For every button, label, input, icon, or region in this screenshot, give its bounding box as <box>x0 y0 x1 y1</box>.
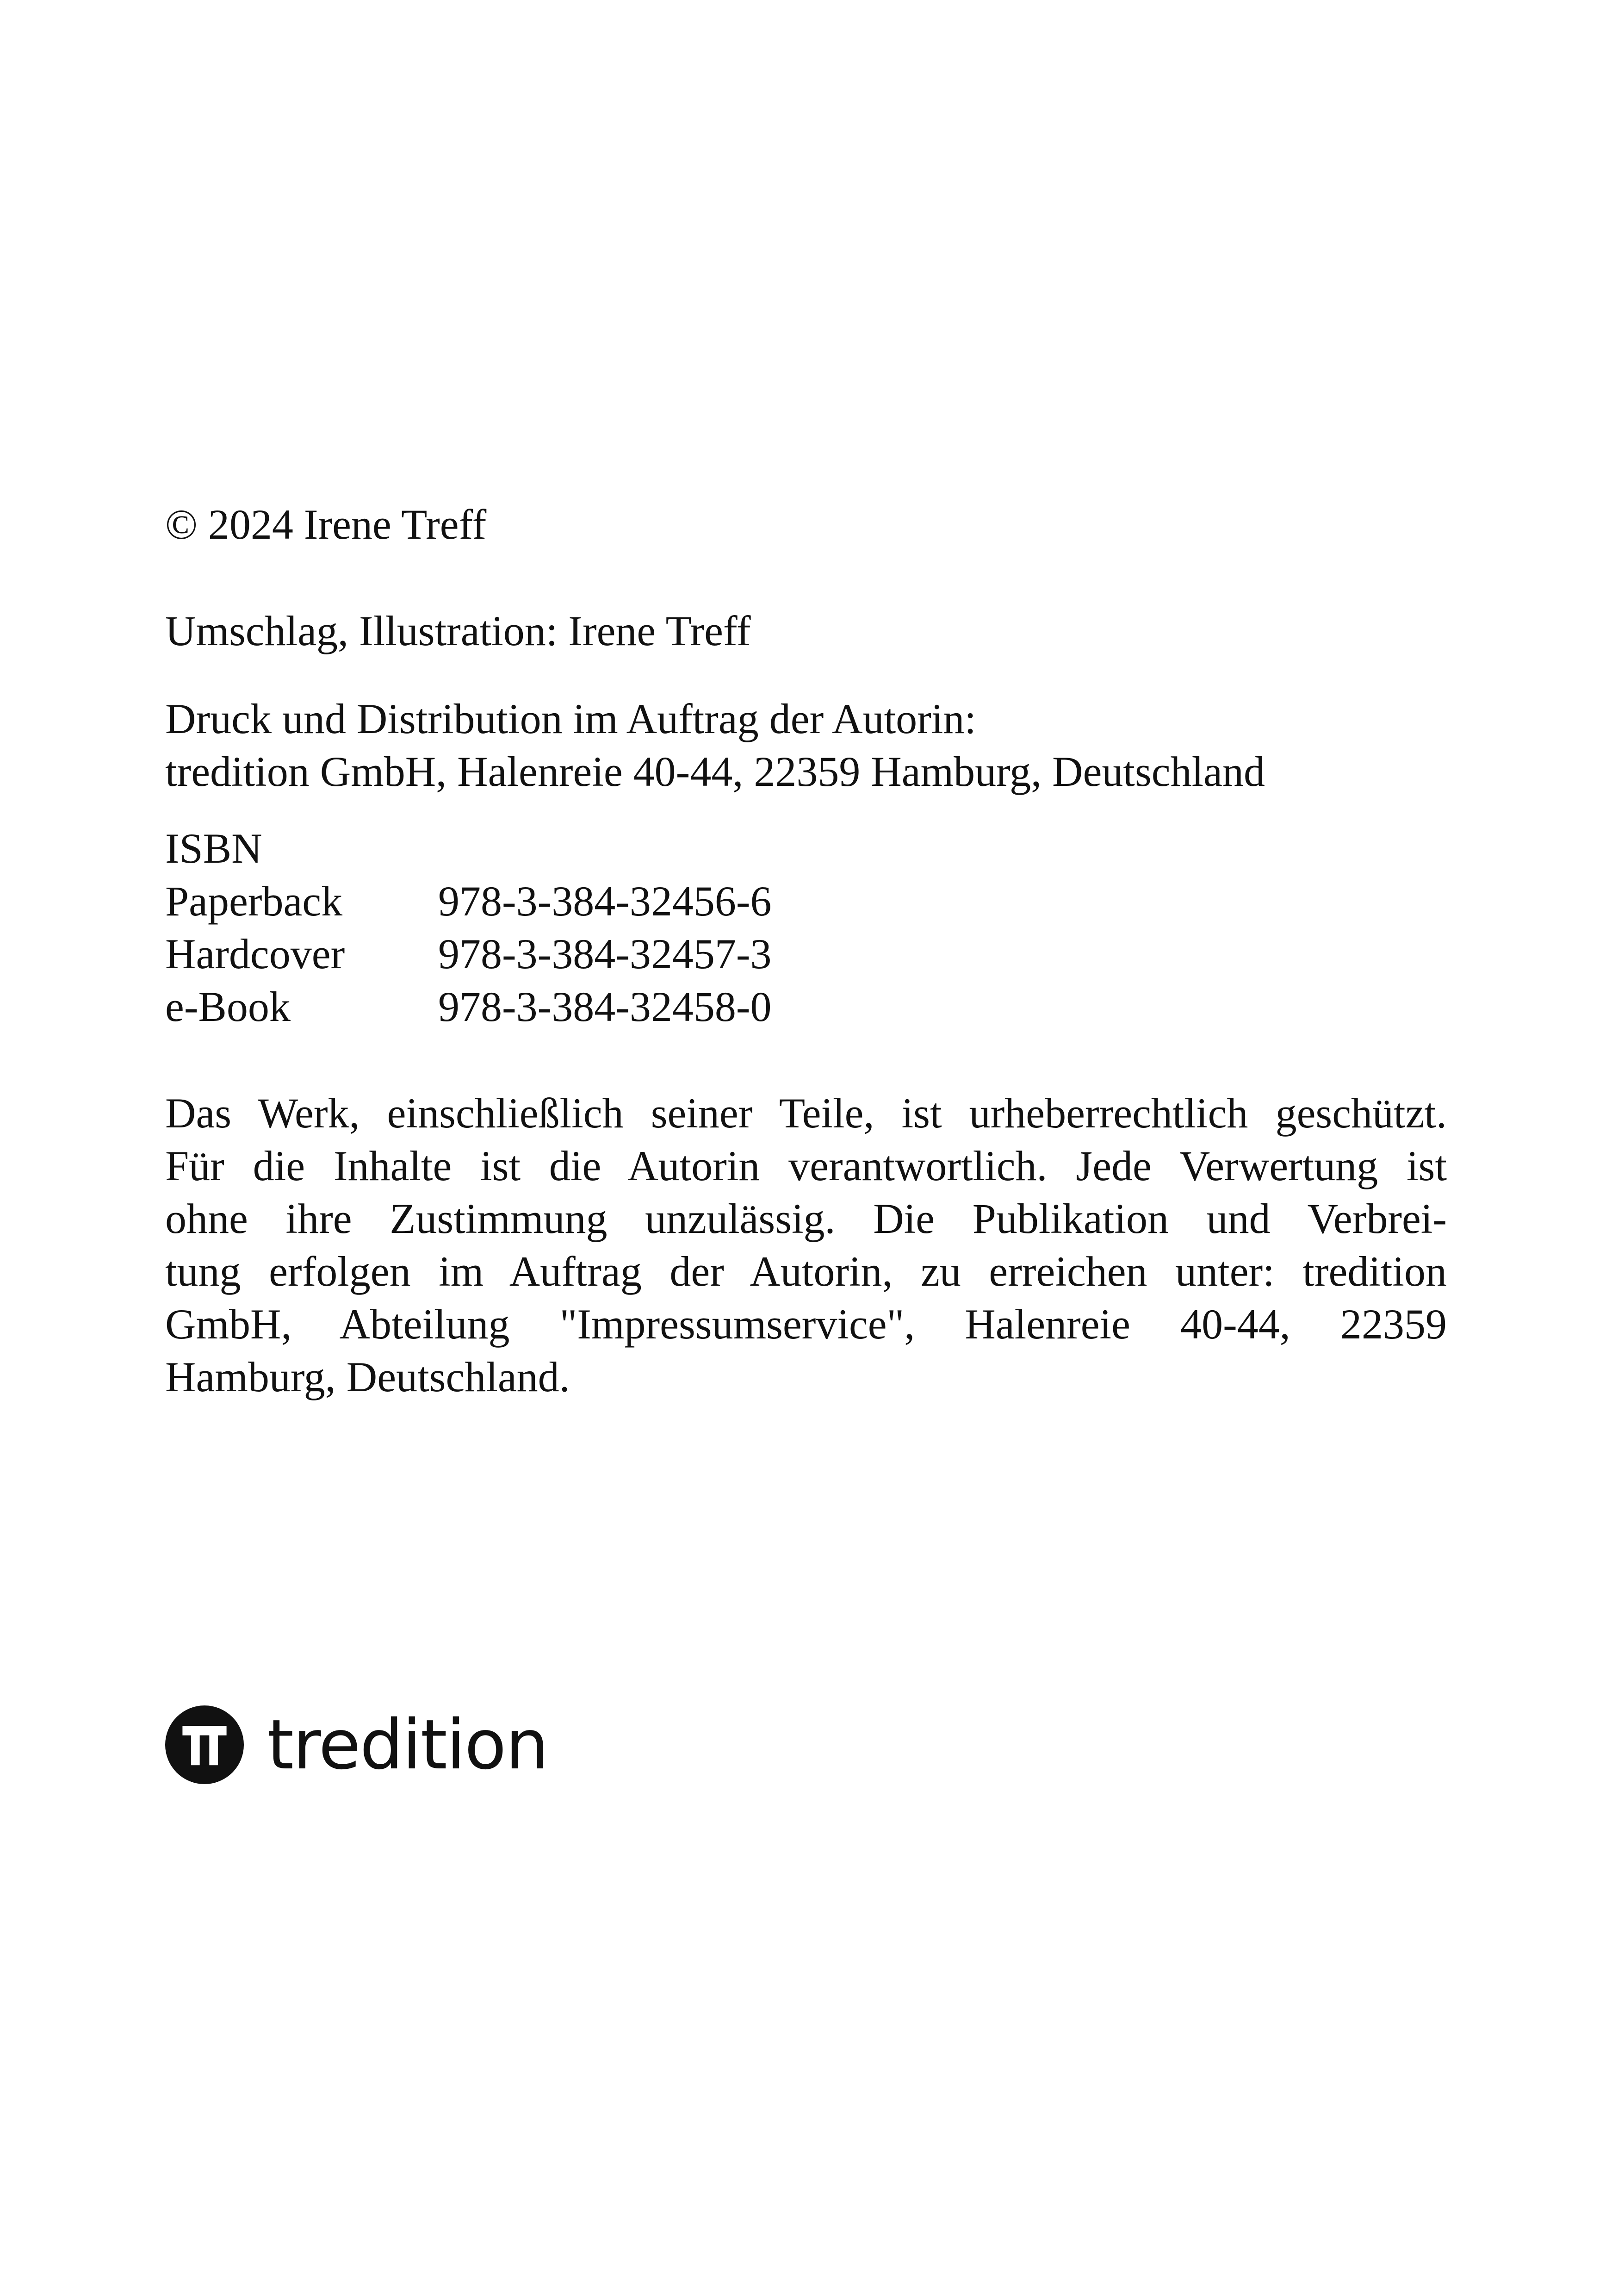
isbn-heading: ISBN <box>165 825 262 872</box>
isbn-number: 978-3-384-32458-0 <box>438 983 772 1030</box>
isbn-row-hardcover <box>165 927 772 980</box>
legal-line: Hamburg, Deutschland. <box>165 1353 570 1400</box>
legal-line: tung erfolgen im Auftrag der Autorin, zu erreichen unter: tredition <box>165 1248 1447 1295</box>
tredition-logo-icon <box>165 1705 244 1784</box>
legal-line: Das Werk, einschließlich seiner Teile, ist urheberrechtlich geschützt. <box>165 1089 1447 1137</box>
isbn-number: 978-3-384-32456-6 <box>438 877 772 925</box>
isbn-number: 978-3-384-32457-3 <box>438 930 772 977</box>
cover-credit-line: Umschlag, Illustration: Irene Treff <box>165 607 751 654</box>
legal-line: Für die Inhalte ist die Autorin verantwortlich. Jede Verwertung ist <box>165 1142 1447 1189</box>
legal-notice <box>165 1087 1447 1403</box>
tredition-wordmark: tredition <box>267 1705 548 1785</box>
distribution-line-1: Druck und Distribution im Auftrag der Autorin: <box>165 695 976 742</box>
distribution-line-2: tredition GmbH, Halenreie 40-44, 22359 Hamburg, Deutschland <box>165 748 1265 795</box>
legal-line: GmbH, Abteilung "Impressumservice", Halenreie 40-44, 22359 <box>165 1300 1447 1348</box>
isbn-row-paperback <box>165 875 772 927</box>
copyright-line: © 2024 Irene Treff <box>165 501 487 548</box>
publisher-logo <box>165 1705 548 1784</box>
legal-line: ohne ihre Zustimmung unzulässig. Die Publikation und Verbrei- <box>165 1195 1447 1242</box>
isbn-format-label: e-Book <box>165 983 291 1030</box>
isbn-format-label: Paperback <box>165 877 343 925</box>
isbn-row-ebook <box>165 980 772 1033</box>
isbn-format-label: Hardcover <box>165 930 345 977</box>
